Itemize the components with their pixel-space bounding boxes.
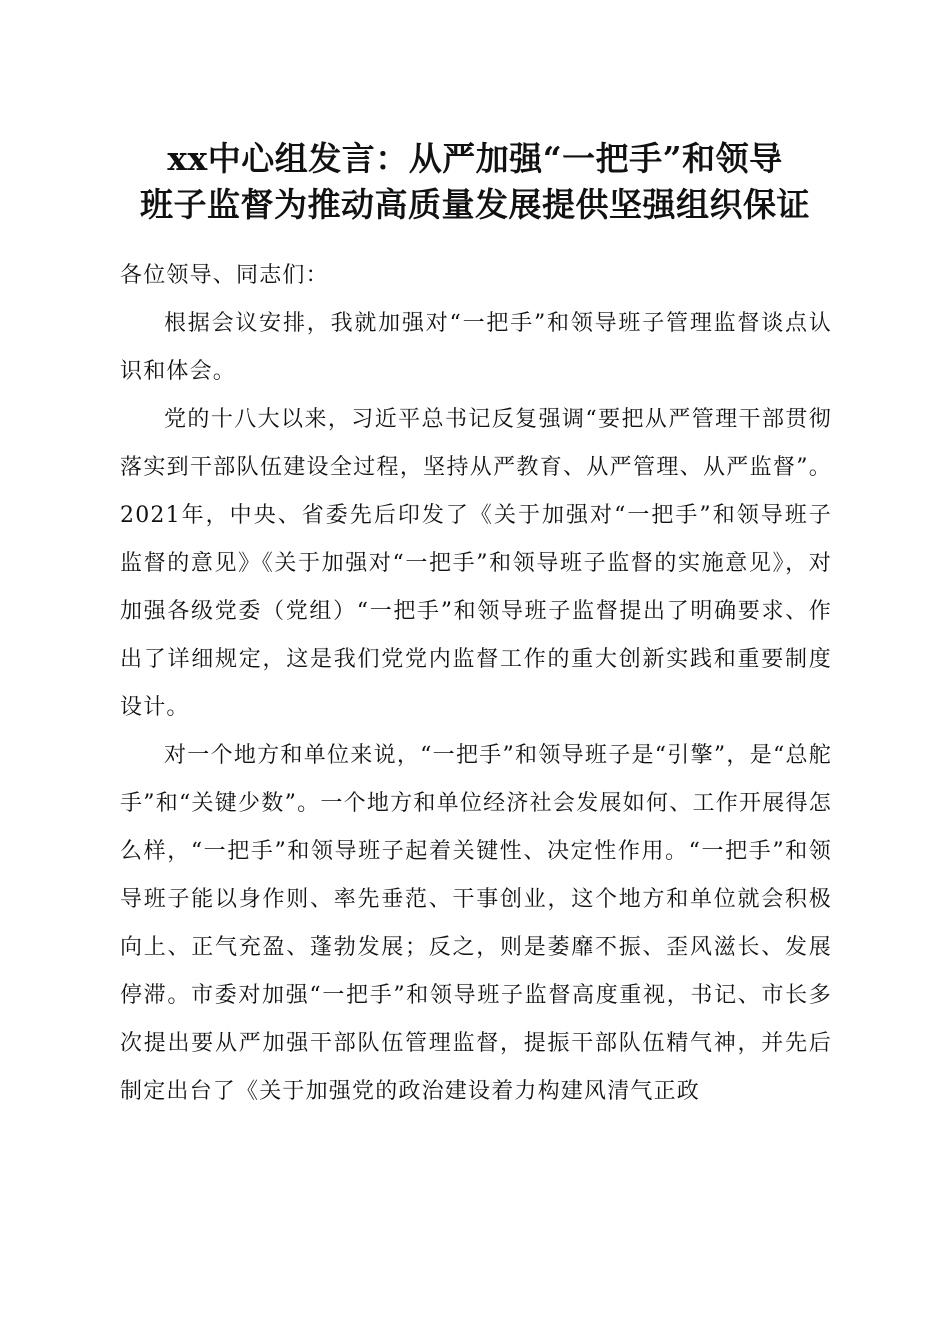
document-body [120,252,832,1116]
paragraph-2: 党的十八大以来，习近平总书记反复强调“要把从严管理干部贯彻落实到干部队伍建设全过程，坚持从严教育、从严管理、从严监督”。2021年，中央、省委先后印发了《关于加强对“一把手”和领导班子监督的意见》《关于加强对“一把手”和领导班子监督的实施意见》，对加强各级党委（党组）“一把手”和领导班子监督提出了明确要求、作出了详细规定，这是我们党党内监督工作的重大创新实践和重要制度设计。 [120,407,832,720]
greeting: 各位领导、同志们： [120,263,329,288]
paragraph-1: 根据会议安排，我就加强对“一把手”和领导班子管理监督谈点认识和体会。 [120,311,832,384]
title-line-1: xx中心组发言：从严加强“一把手”和领导 [167,139,783,178]
title-line-2: 班子监督为推动高质量发展提供坚强组织保证 [140,185,810,224]
document-title [100,136,850,228]
paragraph-3: 对一个地方和单位来说，“一把手”和领导班子是“引擎”，是“总舵手”和“关键少数”。一个地方和单位经济社会发展如何、工作开展得怎么样，“一把手”和领导班子起着关键性、决定性作用。“一把手”和领导班子能以身作则、率先垂范、干事创业，这个地方和单位就会积极向上、正气充盈、蓬勃发展；反之，则是萎靡不振、歪风滋长、发展停滞。市委对加强“一把手”和领导班子监督高度重视，书记、市长多次提出要从严加强干部队伍管理监督，提振干部队伍精气神，并先后制定出台了《关于加强党的政治建设着力构建风清气正政 [120,743,832,1104]
